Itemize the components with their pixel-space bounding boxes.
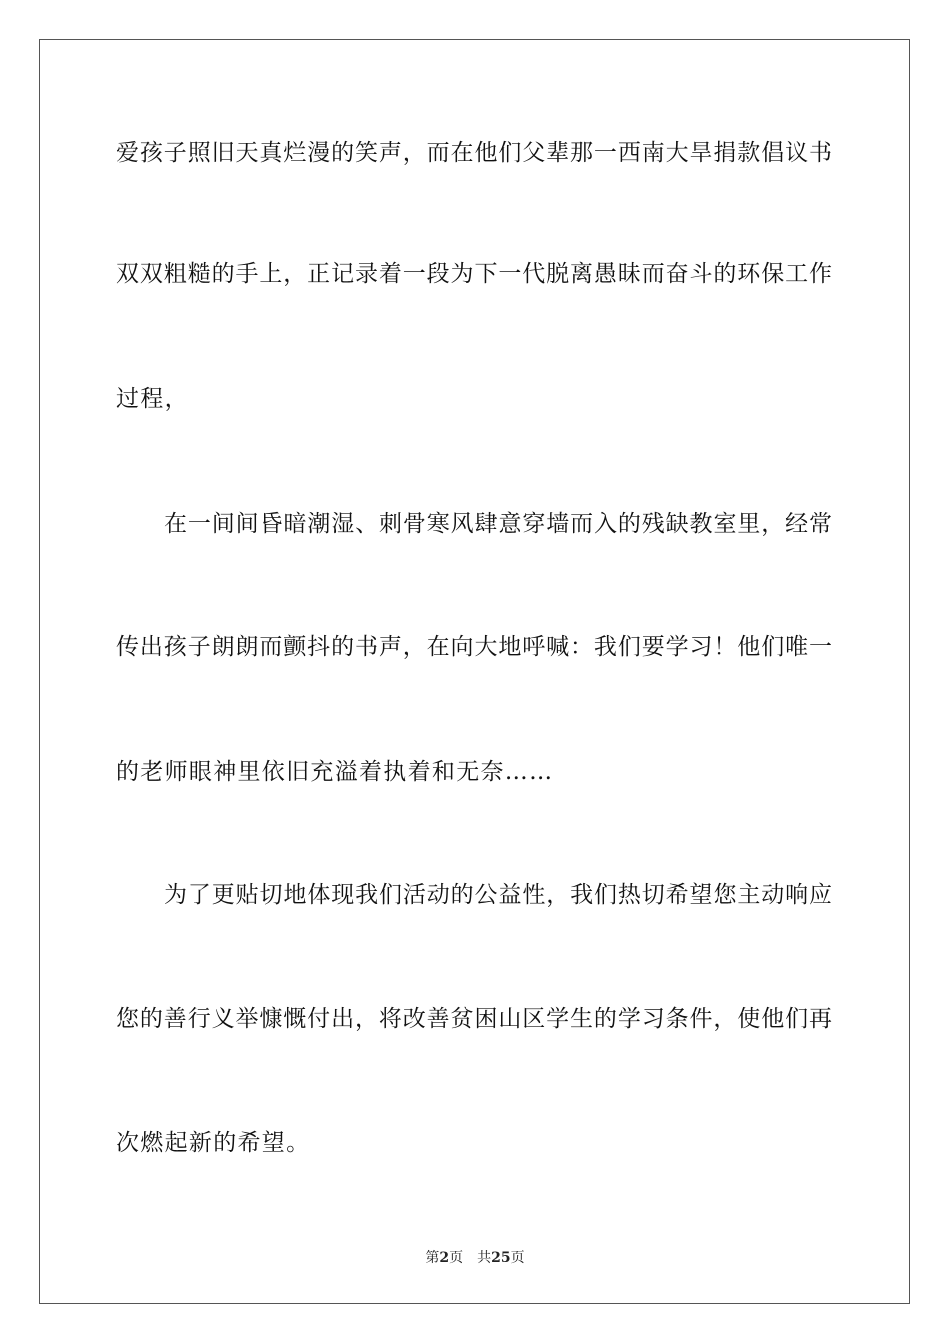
body-line-1: 爱孩子照旧天真烂漫的笑声，而在他们父辈那一西南大旱捐款倡议书: [116, 140, 832, 166]
body-line-5: 传出孩子朗朗而颤抖的书声，在向大地呼喊：我们要学习！他们唯一: [116, 634, 832, 660]
footer-page-current: 2: [439, 1250, 450, 1266]
footer-page-prefix: 第: [425, 1250, 440, 1266]
footer-page-suffix: 页: [449, 1250, 464, 1266]
body-line-7: 为了更贴切地体现我们活动的公益性，我们热切希望您主动响应: [164, 882, 832, 908]
footer-page-total: 25: [491, 1250, 511, 1266]
body-line-9: 次燃起新的希望。: [116, 1130, 311, 1156]
page-border: [39, 39, 910, 1304]
body-line-2: 双双粗糙的手上，正记录着一段为下一代脱离愚昧而奋斗的环保工作: [116, 261, 832, 287]
body-line-4: 在一间间昏暗潮湿、刺骨寒风肆意穿墙而入的残缺教室里，经常: [164, 511, 832, 537]
body-line-8: 您的善行义举慷慨付出，将改善贫困山区学生的学习条件，使他们再: [116, 1006, 832, 1032]
footer-total-suffix: 页: [510, 1250, 525, 1266]
footer-total-prefix: 共: [477, 1250, 492, 1266]
body-line-3: 过程，: [116, 386, 189, 412]
body-line-6: 的老师眼神里依旧充溢着执着和无奈……: [116, 759, 554, 785]
page-footer: [0, 1249, 950, 1267]
